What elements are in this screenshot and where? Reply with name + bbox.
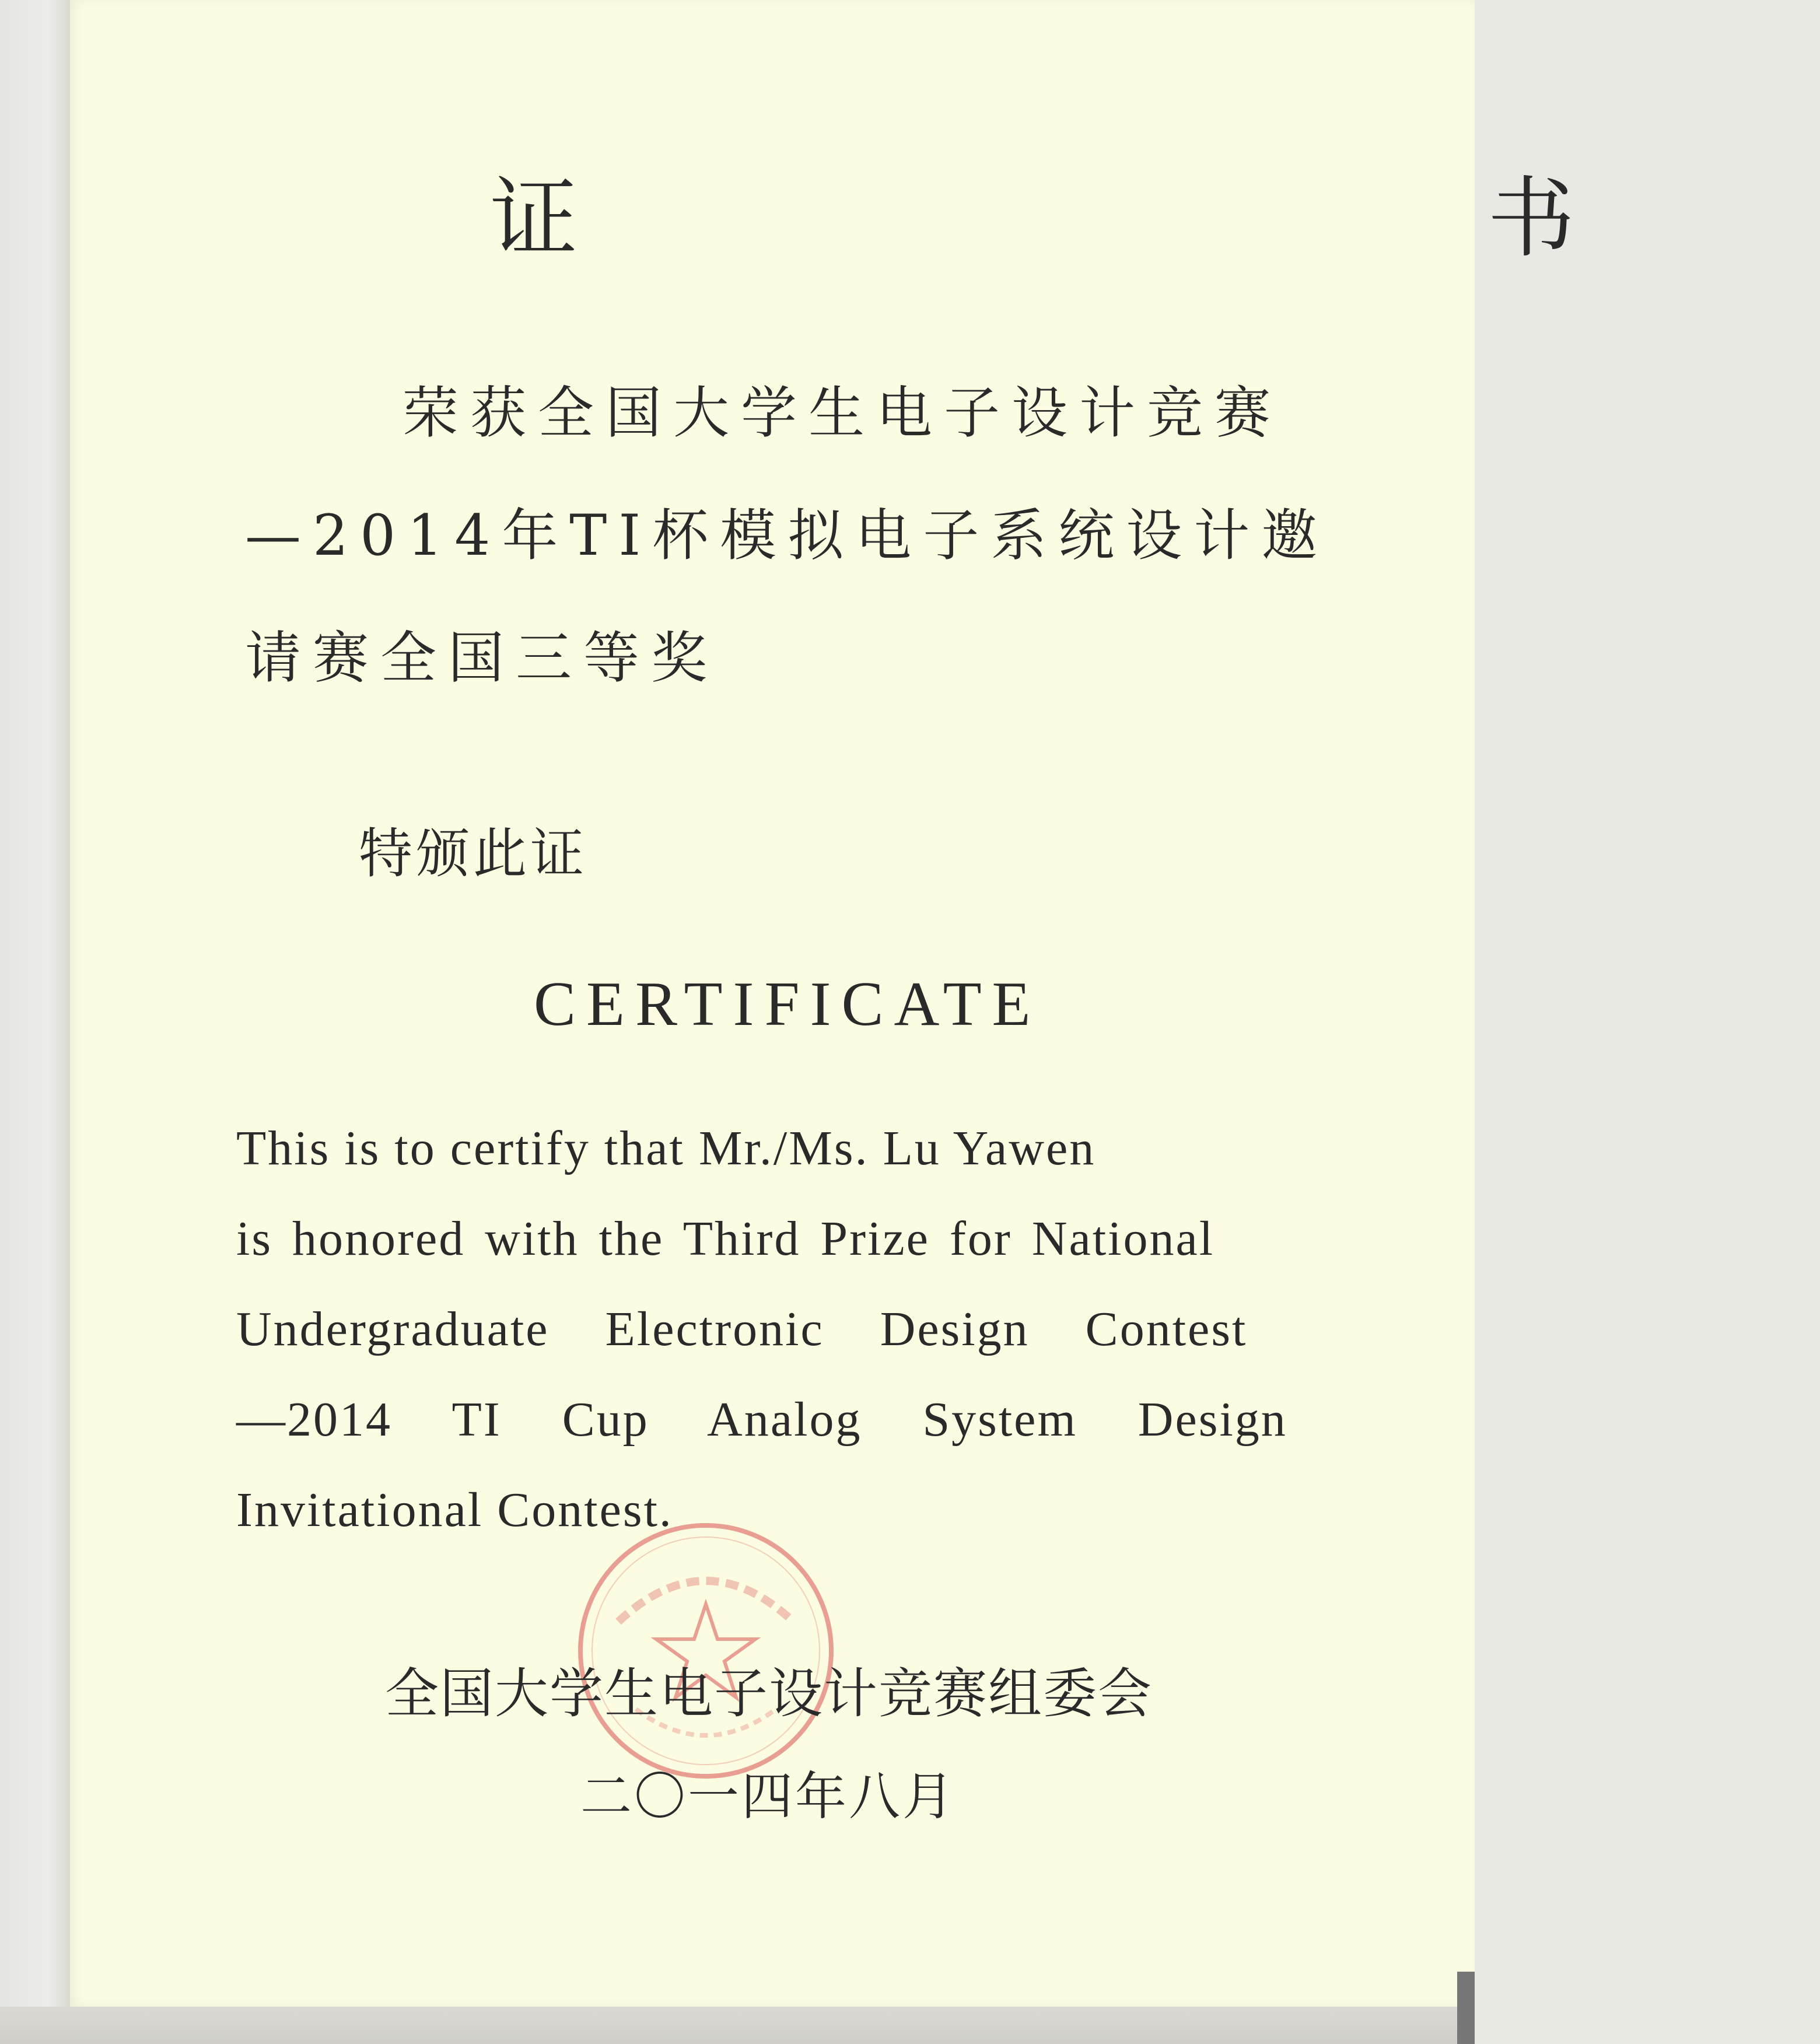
scan-bottom-margin bbox=[0, 2007, 1475, 2044]
en-body-line-4: —2014 TI Cup Analog System Design bbox=[236, 1392, 1287, 1447]
award-line-3: 请赛全国三等奖 bbox=[245, 625, 719, 691]
issue-date: 二〇一四年八月 bbox=[580, 1766, 957, 1826]
cn-issued-statement: 特颁此证 bbox=[359, 822, 588, 885]
certificate-en-title: CERTIFICATE bbox=[534, 970, 1041, 1039]
en-body-line-5: Invitational Contest. bbox=[236, 1483, 673, 1537]
en-body-line-1: This is to certify that Mr./Ms. Lu Yawen bbox=[236, 1121, 1096, 1175]
scan-left-margin bbox=[0, 0, 70, 2044]
award-line-2: —2014年TI杯模拟电子系统设计邀 bbox=[245, 503, 1329, 568]
organizer-name: 全国大学生电子设计竞赛组委会 bbox=[385, 1662, 1153, 1725]
certificate-cn-title: 证 书 bbox=[490, 168, 1820, 270]
en-body-line-3: Undergraduate Electronic Design Contest bbox=[236, 1302, 1248, 1356]
en-body-line-2: is honored with the Third Prize for National bbox=[236, 1212, 1215, 1266]
scan-corner-shadow bbox=[1457, 1972, 1475, 2044]
award-line-1: 荣获全国大学生电子设计竞赛 bbox=[402, 380, 1282, 446]
